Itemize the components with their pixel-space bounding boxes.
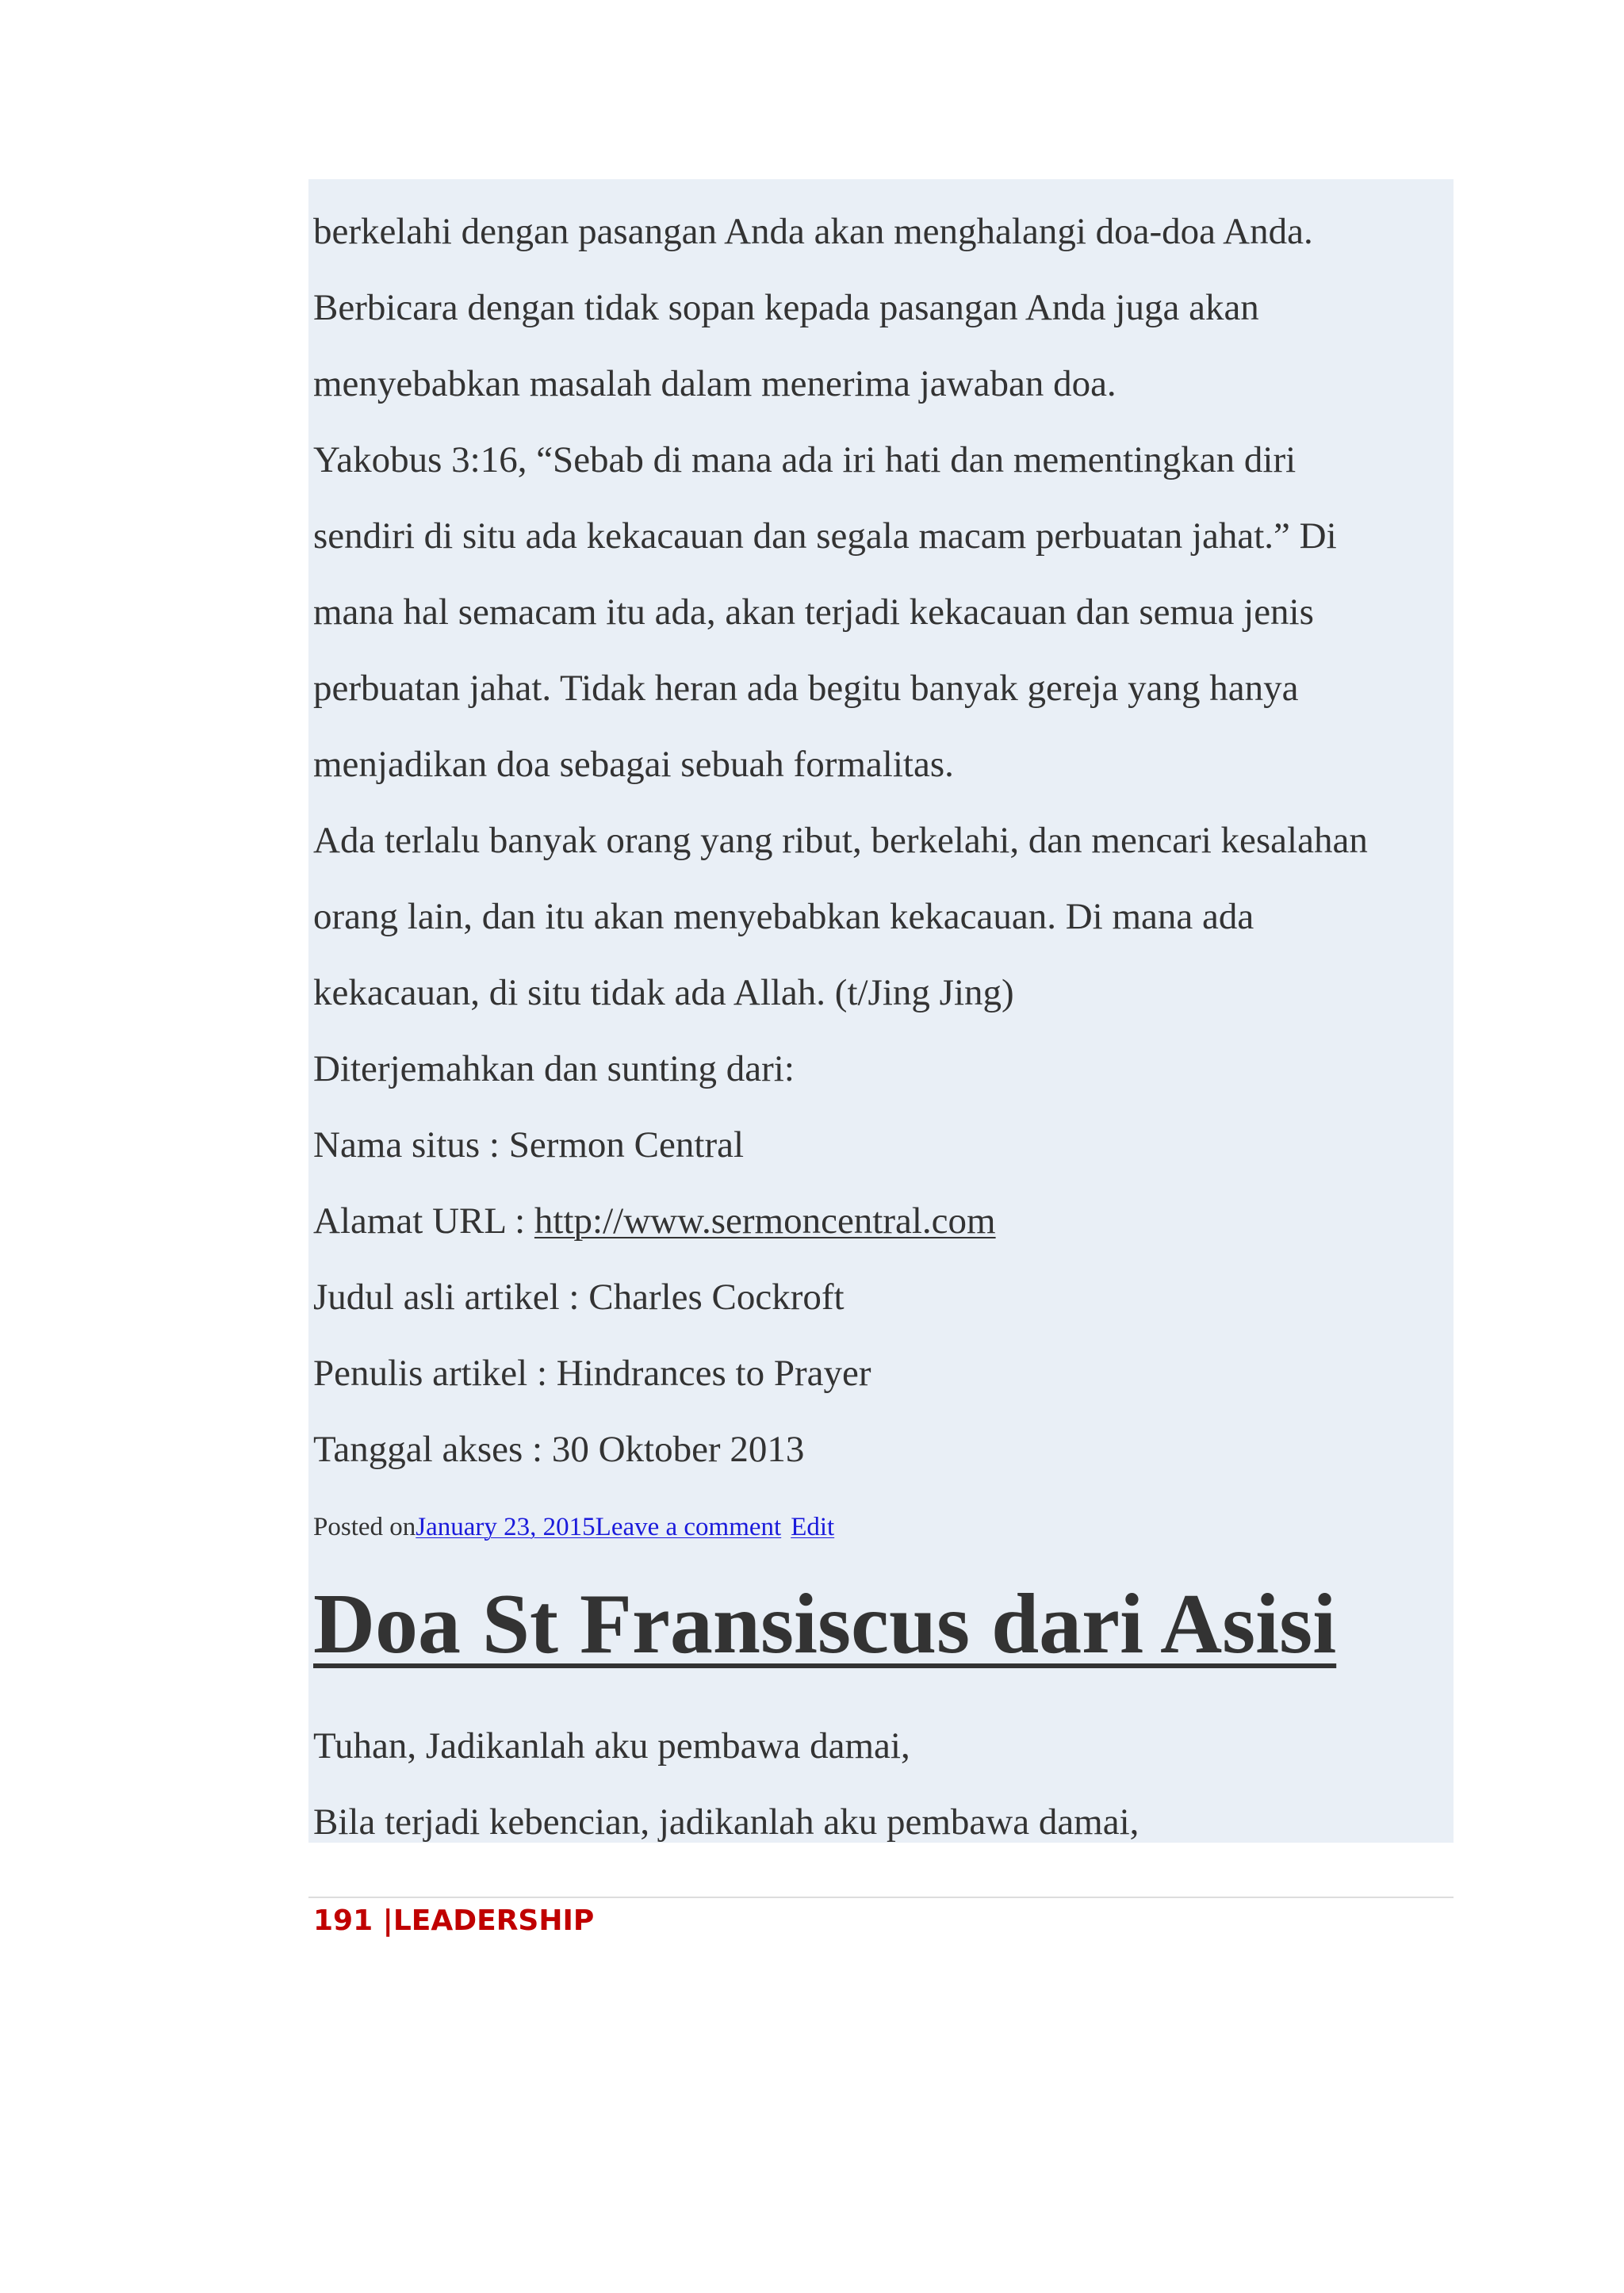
paragraph-line: kekacauan, di situ tidak ada Allah. (t/Jing Jing) bbox=[313, 972, 1014, 1013]
edit-link[interactable]: Edit bbox=[791, 1513, 835, 1541]
source-author: Penulis artikel : Hindrances to Prayer bbox=[313, 1353, 871, 1394]
paragraph-line: menyebabkan masalah dalam menerima jawaban doa. bbox=[313, 363, 1116, 404]
post-meta bbox=[313, 1511, 834, 1543]
source-url-line bbox=[313, 1197, 996, 1245]
posted-on-label: Posted on bbox=[313, 1513, 416, 1541]
page-footer: 191 |LEADERSHIP bbox=[313, 1904, 595, 1937]
source-url-label: Alamat URL : bbox=[313, 1200, 534, 1242]
post-title[interactable]: Doa St Fransiscus dari Asisi bbox=[313, 1577, 1337, 1671]
paragraph-line: mana hal semacam itu ada, akan terjadi kekacauan dan semua jenis bbox=[313, 591, 1314, 633]
paragraph-line: Ada terlalu banyak orang yang ribut, berkelahi, dan mencari kesalahan bbox=[313, 820, 1368, 861]
paragraph-line: orang lain, dan itu akan menyebabkan kekacauan. Di mana ada bbox=[313, 896, 1254, 937]
paragraph-line: Berbicara dengan tidak sopan kepada pasangan Anda juga akan bbox=[313, 287, 1259, 328]
footer-divider bbox=[308, 1897, 1454, 1898]
source-site-name: Nama situs : Sermon Central bbox=[313, 1124, 745, 1166]
prayer-line: Bila terjadi kebencian, jadikanlah aku pembawa damai, bbox=[313, 1801, 1139, 1843]
source-url-link[interactable]: http://www.sermoncentral.com bbox=[534, 1200, 996, 1242]
paragraph-line: Yakobus 3:16, “Sebab di mana ada iri hati dan mementingkan diri bbox=[313, 439, 1297, 480]
paragraph-line: Diterjemahkan dan sunting dari: bbox=[313, 1048, 795, 1089]
post-date-link[interactable]: January 23, 2015 bbox=[416, 1513, 596, 1541]
prayer-line: Tuhan, Jadikanlah aku pembawa damai, bbox=[313, 1725, 910, 1767]
source-original-title: Judul asli artikel : Charles Cockroft bbox=[313, 1277, 845, 1318]
paragraph-line: sendiri di situ ada kekacauan dan segala macam perbuatan jahat.” Di bbox=[313, 515, 1337, 557]
paragraph-line: perbuatan jahat. Tidak heran ada begitu banyak gereja yang hanya bbox=[313, 668, 1299, 709]
source-access-date: Tanggal akses : 30 Oktober 2013 bbox=[313, 1429, 805, 1470]
paragraph-line: berkelahi dengan pasangan Anda akan menghalangi doa-doa Anda. bbox=[313, 211, 1313, 252]
leave-comment-link[interactable]: Leave a comment bbox=[595, 1513, 782, 1541]
paragraph-line: menjadikan doa sebagai sebuah formalitas. bbox=[313, 744, 954, 785]
